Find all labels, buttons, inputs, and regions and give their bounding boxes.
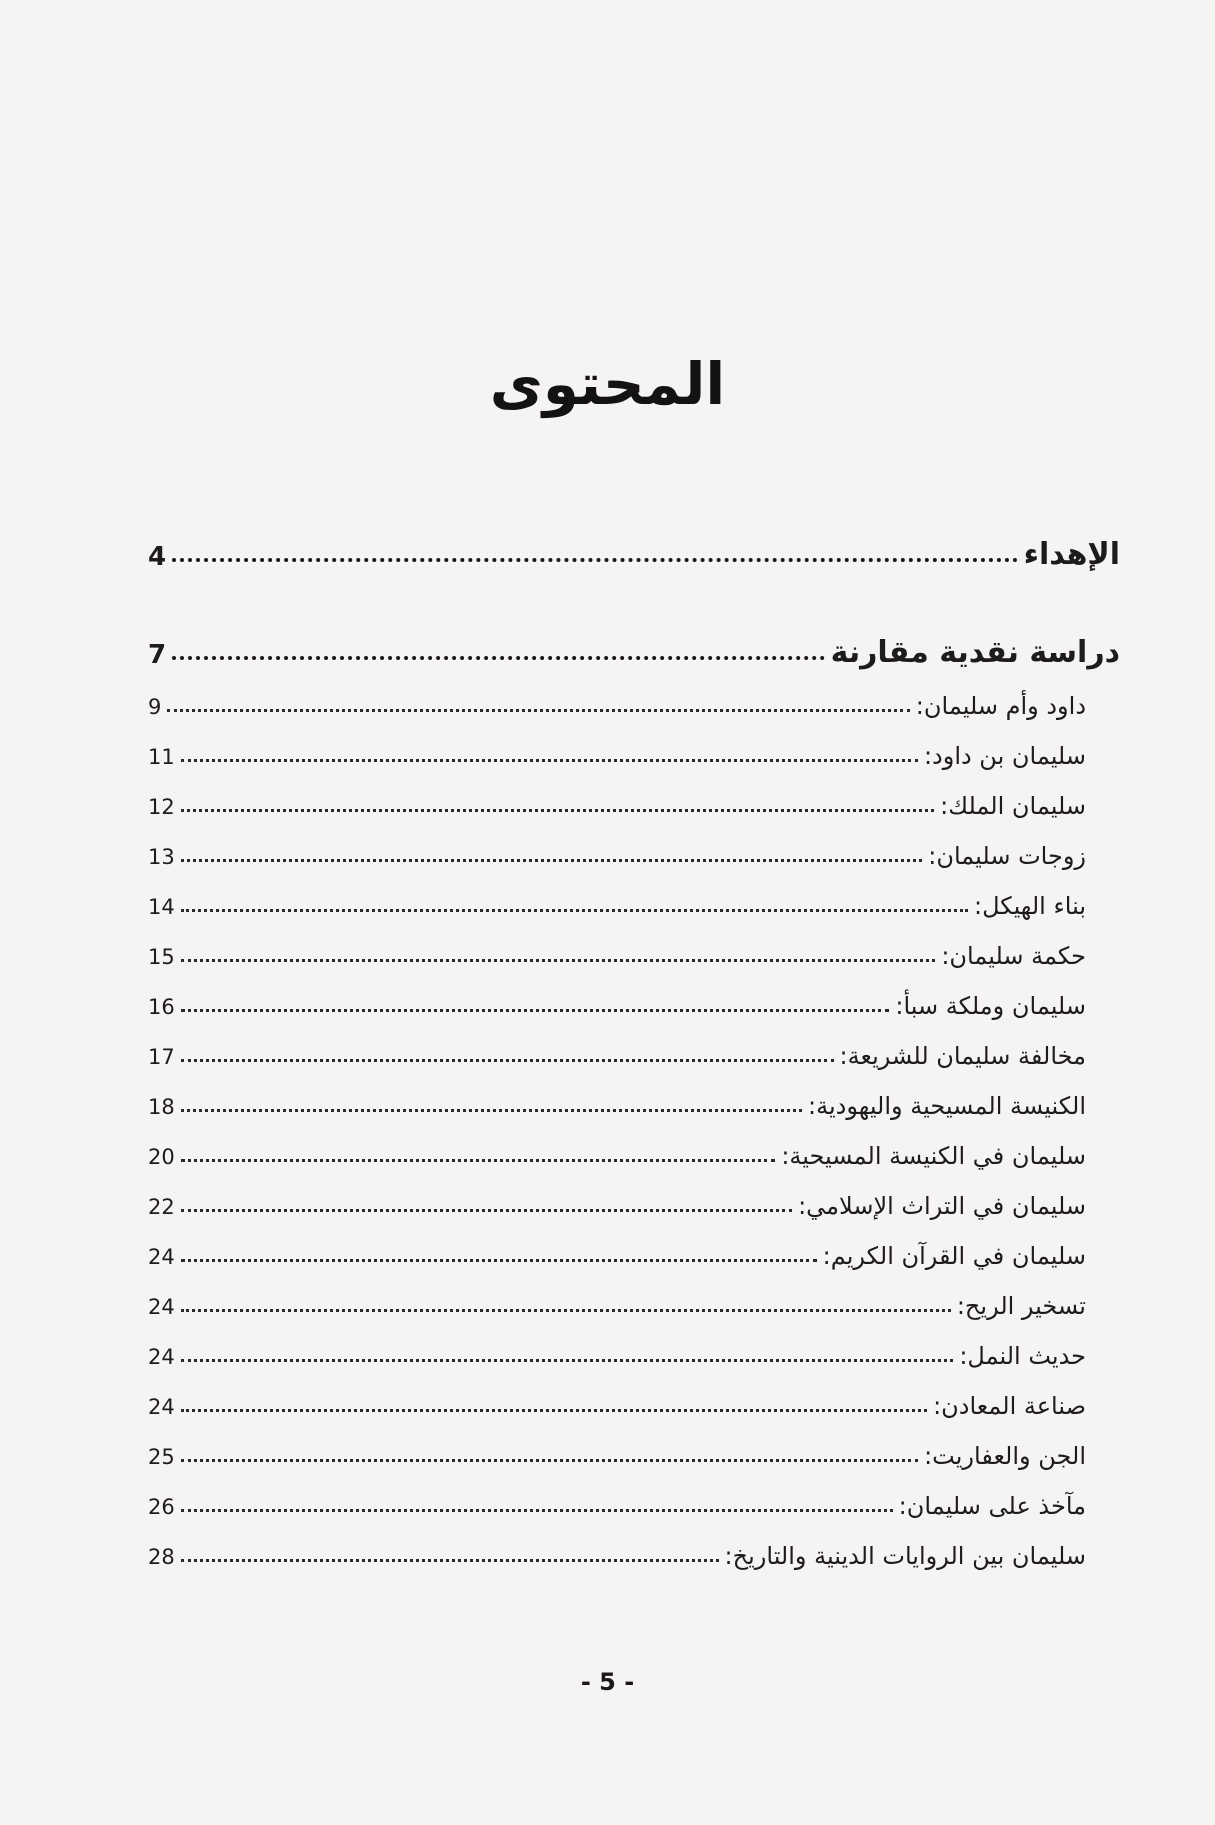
toc-entry (148, 684, 1120, 718)
toc-entry (148, 1234, 1120, 1268)
toc-entry-page: 14 (148, 895, 175, 919)
toc-entry-page: 22 (148, 1195, 175, 1219)
toc-entry (148, 984, 1120, 1018)
toc-entry-label: الكنيسة المسيحية واليهودية: (808, 1092, 1086, 1120)
toc-entry-page: 12 (148, 795, 175, 819)
toc-entry-label: مآخذ على سليمان: (898, 1492, 1086, 1520)
toc-leader-dots (181, 1209, 792, 1212)
toc-leader-dots (181, 1359, 954, 1362)
toc-entry (148, 1084, 1120, 1118)
toc-entry-label: صناعة المعادن: (933, 1392, 1086, 1420)
toc-entry-page: 11 (148, 745, 175, 769)
toc-entry (148, 528, 1120, 570)
toc-leader-dots (181, 1109, 802, 1112)
toc-entry-label: الجن والعفاريت: (924, 1442, 1086, 1470)
toc-entry (148, 1384, 1120, 1418)
toc-entry-label: سليمان في التراث الإسلامي: (798, 1192, 1086, 1220)
toc-entry (148, 1184, 1120, 1218)
toc-entry (148, 834, 1120, 868)
toc-leader-dots (181, 1459, 918, 1462)
toc-entry-label: بناء الهيكل: (974, 892, 1086, 920)
toc-leader-dots (181, 1509, 893, 1512)
toc-leader-dots (181, 1309, 951, 1312)
toc-leader-dots (167, 709, 909, 712)
toc-entry-label: سليمان في الكنيسة المسيحية: (781, 1142, 1086, 1170)
toc-entry-page: 28 (148, 1545, 175, 1569)
toc-leader-dots (181, 759, 918, 762)
toc-entry-label: زوجات سليمان: (928, 842, 1086, 870)
toc-entry (148, 1434, 1120, 1468)
toc-entry-page: 17 (148, 1045, 175, 1069)
toc-entry-label: سليمان في القرآن الكريم: (822, 1242, 1086, 1270)
toc-entry-page: 13 (148, 845, 175, 869)
toc-entry-label: حديث النمل: (959, 1342, 1086, 1370)
toc-entry-page: 26 (148, 1495, 175, 1519)
toc-leader-dots (181, 1559, 719, 1562)
toc-entry (148, 1284, 1120, 1318)
toc-entry-page: 16 (148, 995, 175, 1019)
toc-entry (148, 784, 1120, 818)
toc-entry-page: 4 (148, 542, 167, 572)
toc-leader-dots (181, 959, 936, 962)
toc-entry-page: 15 (148, 945, 175, 969)
toc-entry (148, 1534, 1120, 1568)
toc-entry-label: مخالفة سليمان للشريعة: (839, 1042, 1086, 1070)
toc-leader-dots (181, 1009, 890, 1012)
toc-entry-label: الإهداء (1023, 537, 1120, 572)
toc-entry-page: 24 (148, 1345, 175, 1369)
toc-leader-dots (172, 656, 825, 660)
toc-entry-label: داود وأم سليمان: (915, 692, 1086, 720)
toc-entry (148, 734, 1120, 768)
toc-entry (148, 1484, 1120, 1518)
toc-entry-page: 24 (148, 1295, 175, 1319)
toc-entry-page: 18 (148, 1095, 175, 1119)
toc-entry-page: 24 (148, 1245, 175, 1269)
toc-entry-label: حكمة سليمان: (941, 942, 1086, 970)
toc-leader-dots (181, 809, 934, 812)
toc-entry (148, 626, 1120, 668)
toc-entry-label: سليمان وملكة سبأ: (895, 992, 1086, 1020)
toc-entry-page: 24 (148, 1395, 175, 1419)
toc-entry-label: تسخير الريح: (956, 1292, 1086, 1320)
toc-entry-label: سليمان بين الروايات الدينية والتاريخ: (724, 1542, 1086, 1570)
toc-entry (148, 934, 1120, 968)
toc-entry-label: سليمان الملك: (940, 792, 1086, 820)
toc-entry-label: سليمان بن داود: (923, 742, 1086, 770)
toc-leader-dots (181, 1059, 834, 1062)
page-number: - 5 - (580, 1668, 635, 1696)
toc-leader-dots (172, 558, 1018, 562)
toc-leader-dots (181, 909, 968, 912)
toc-leader-dots (181, 859, 923, 862)
toc-entry-page: 25 (148, 1445, 175, 1469)
toc-entry-page: 20 (148, 1145, 175, 1169)
toc-entry (148, 884, 1120, 918)
toc-leader-dots (181, 1259, 817, 1262)
toc-entry (148, 1034, 1120, 1068)
toc-entry-page: 7 (148, 640, 167, 670)
toc-leader-dots (181, 1159, 776, 1162)
page-title: المحتوى (489, 350, 726, 418)
toc-entry (148, 1134, 1120, 1168)
toc-entry-label: دراسة نقدية مقارنة (830, 635, 1120, 670)
toc-leader-dots (181, 1409, 927, 1412)
toc-entry-page: 9 (148, 695, 162, 719)
toc-entry (148, 1334, 1120, 1368)
